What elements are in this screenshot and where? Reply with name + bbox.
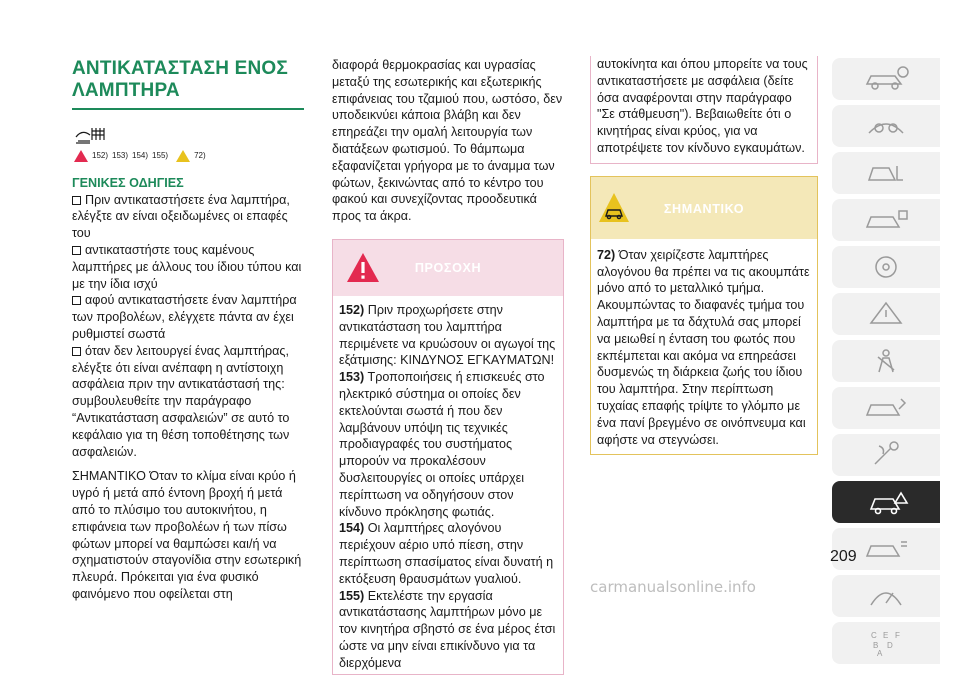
- bulb-icon: [72, 125, 108, 145]
- list-item: Πριν αντικαταστήσετε ένα λαμπτήρα, ελέγξτε αν είναι οξειδωμένες οι επαφές του: [72, 192, 290, 241]
- middle-column: [332, 57, 564, 675]
- warning-item: 153) Τροποποιήσεις ή επισκευές στο ηλεκτρικό σύστημα οι οποίες δεν εκτελούνται σωστά ή που δεν λαμβάνουν υπόψη τις τεχνικές προδιαγραφές του συστήματος μπορούν να προκαλέσουν δυσλειτουργίες οι οποίες υπάρχει περίπτωση να οδηγήσουν στον κίνδυνο πρόκλησης φωτιάς.: [339, 370, 545, 519]
- steering-icon: [861, 252, 911, 282]
- svg-text:D: D: [887, 641, 893, 650]
- car-breakdown-icon: [861, 487, 911, 517]
- left-column: [72, 58, 304, 603]
- car-info-icon: [861, 64, 911, 94]
- warning-light-icon: [861, 299, 911, 329]
- chapter-sidebar: [832, 58, 950, 669]
- warning-box: [332, 239, 564, 675]
- tab-car-service[interactable]: [832, 387, 940, 429]
- tab-seats[interactable]: [832, 152, 940, 194]
- tab-wrench[interactable]: [832, 434, 940, 476]
- svg-text:E: E: [883, 631, 889, 640]
- title-underline: [72, 108, 304, 110]
- seat-icon: [861, 158, 911, 188]
- warning-continuation-text: αυτοκίνητα και όπου μπορείτε να τους αντικαταστήσετε με ασφάλεια (δείτε όσα αναφέρονται στην παράγραφο "Σε στάθμευση"). Βεβαιωθείτε ότι ο κινητήρας είναι κρύος, για να αποτρέψετε τον κίνδυνο εγκαυμάτων.: [597, 57, 808, 155]
- important-note-text: ΣΗΜΑΝΤΙΚΟ Όταν το κλίμα είναι κρύο ή υγρό ή μετά από έντονη βροχή ή μετά από το πλύσιμο του αυτοκινήτου, η επιφάνεια των προβολέων ή των πίσω φώτων μπορεί να θαμπώσει και/ή να σχηματιστούν σταγονίδια στην εσωτερική πλευρά. Πρόκειται για ένα φυσικό φαινόμενο που οφείλεται στη: [72, 469, 302, 601]
- bullet-list: [72, 192, 304, 461]
- continued-text: διαφορά θερμοκρασίας και υγρασίας μεταξύ της εσωτερικής και εξωτερικής επιφάνειας του τζαμιού που, ωστόσο, δεν υποδεικνύει κάποια βλάβη και δεν επηρεάζει την ομαλή λειτουργία των διατάξεων φωτισμού. Το θάμπωμα εξαφανίζεται γρήγορα με το άναμμα των φώτων, ξεκινώντας από το κέντρο του φακού και συνεχίζοντας προοδευτικά προς τα άκρα.: [332, 58, 563, 224]
- ref-152: 152): [92, 151, 109, 160]
- right-column: [590, 56, 818, 455]
- warning-box-continued: [590, 56, 818, 164]
- checkbox-bullet-icon: [72, 347, 81, 356]
- ref-72: 72): [194, 151, 206, 160]
- important-box-header: [590, 177, 818, 239]
- tab-warning-lights[interactable]: [832, 293, 940, 335]
- important-label: ΣΗΜΑΝΤΙΚΟ: [663, 201, 745, 216]
- car-lock-icon: [861, 205, 911, 235]
- list-item: όταν δεν λειτουργεί ένας λαμπτήρας, ελέγξτε ότι είναι ανέπαφη η αντίστοιχη ασφάλεια πριν την αντικατάστασή της: συμβουλευθείτε την παράγραφο “Αντικατάσταση ασφαλειών” σε αυτό το κεφάλαιο για τη θέση τοποθέτησης των ασφαλειών.: [72, 343, 290, 459]
- warning-item: 152) Πριν προχωρήσετε στην αντικατάσταση του λαμπτήρα περιμένετε να κρυώσουν οι αγωγοί της εξάτμισης: ΚΙΝΔΥΝΟΣ ΕΓΚΑΥΜΑΤΩΝ!: [339, 302, 556, 368]
- ref-154: 154): [132, 151, 149, 160]
- bulb-icon-row: [72, 124, 304, 146]
- watermark: carmanualsonline.info: [590, 578, 756, 596]
- ref-153: 153): [112, 151, 129, 160]
- list-item: αφού αντικαταστήσετε έναν λαμπτήρα των προβολέων, ελέγχετε πάντα αν έχει ρυθμιστεί σωστά: [72, 293, 297, 341]
- ref-155: 155): [152, 151, 169, 160]
- svg-text:A: A: [877, 649, 883, 658]
- page-number: 209: [830, 548, 857, 565]
- warning-label: ΠΡΟΣΟΧΗ: [414, 260, 482, 275]
- warning-item: 154) Οι λαμπτήρες αλογόνου περιέχουν αέριο υπό πίεση, στην περίπτωση σπασίματος είναι δυνατή η εκτόξευση θραυσμάτων γυαλιού.: [339, 521, 554, 586]
- checkbox-bullet-icon: [72, 296, 81, 305]
- caution-triangle-icon: [176, 150, 190, 162]
- tab-gauge[interactable]: [832, 575, 940, 617]
- warning-box-body: [333, 296, 563, 674]
- tab-car-lock[interactable]: [832, 199, 940, 241]
- gauge-icon: [861, 581, 911, 611]
- car-data-icon: [861, 534, 911, 564]
- index-letters-icon: [861, 628, 911, 658]
- tab-seatbelt[interactable]: [832, 340, 940, 382]
- svg-text:C: C: [871, 631, 877, 640]
- warning-box-header: [333, 240, 563, 296]
- svg-text:F: F: [895, 631, 900, 640]
- warning-item: 155) Εκτελέστε την εργασία αντικατάστασης λαμπτήρων μόνο με τον κινητήρα σβηστό σε ένα μέρος έτσι ώστε να μην είναι επικίνδυνο για τα διερχόμενα: [339, 588, 556, 670]
- reference-row: [72, 148, 304, 165]
- page-title: ΑΝΤΙΚΑΤΑΣΤΑΣΗ ΕΝΟΣ ΛΑΜΠΤΗΡΑ: [72, 58, 289, 101]
- tab-car-info[interactable]: [832, 58, 940, 100]
- warning-triangle-icon: [74, 150, 88, 162]
- checkbox-bullet-icon: [72, 196, 81, 205]
- svg-text:B: B: [873, 641, 879, 650]
- important-box: [590, 176, 818, 456]
- tab-dashboard[interactable]: [832, 105, 940, 147]
- car-service-icon: [861, 393, 911, 423]
- tab-steering[interactable]: [832, 246, 940, 288]
- tab-car-breakdown[interactable]: [832, 481, 940, 523]
- dashboard-icon: [861, 111, 911, 141]
- important-box-body: 72) Όταν χειρίζεστε λαμπτήρες αλογόνου θα πρέπει να τις ακουμπάτε μόνο από το μεταλλικό τμήμα. Ακουμπώντας το διαφανές τμήμα του λαμπτήρα με τα δάχτυλά σας μπορεί να μειωθεί η ένταση του φωτός που εκπέμπεται και ακόμα να επηρεάσει δυσμενώς τη διάρκεια ζωής του ίδιου του λαμπτήρα. Στην περίπτωση τυχαίας επαφής τρίψτε το γλόμπο με ένα πανί βρεγμένο σε οινόπνευμα και αφήστε να στεγνώσει.: [597, 247, 810, 447]
- tab-index[interactable]: [832, 622, 940, 664]
- seatbelt-icon: [861, 346, 911, 376]
- list-item: αντικαταστήστε τους καμένους λαμπτήρες με άλλους του ίδιου τύπου και με την ίδια ισχύ: [72, 242, 302, 291]
- wrench-icon: [861, 440, 911, 470]
- checkbox-bullet-icon: [72, 246, 81, 255]
- section-heading: ΓΕΝΙΚΕΣ ΟΔΗΓΙΕΣ: [72, 175, 184, 190]
